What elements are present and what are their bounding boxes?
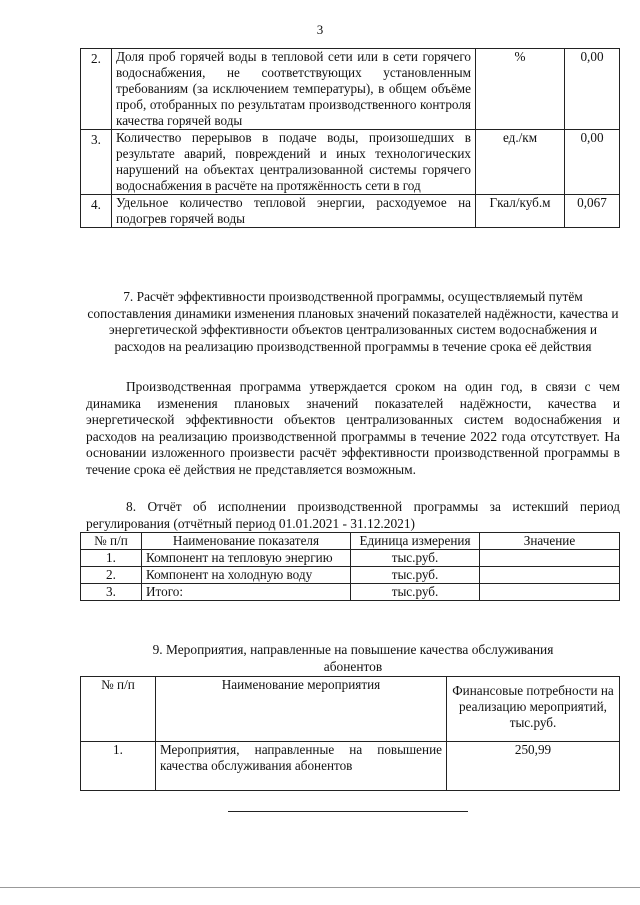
row-unit: тыс.руб. [351, 550, 480, 567]
row-number: 2. [81, 567, 142, 584]
row-number: 1. [81, 550, 142, 567]
table-row [81, 550, 620, 567]
indicator-unit: Гкал/куб.м [476, 195, 565, 228]
row-value [480, 567, 620, 584]
section-9-title: 9. Мероприятия, направленные на повышение качества обслуживания абонентов [152, 642, 554, 674]
table-header-row [81, 533, 620, 550]
table-row [81, 195, 620, 228]
indicator-unit: % [476, 49, 565, 130]
row-number: 4. [81, 195, 112, 228]
indicator-unit: ед./км [476, 130, 565, 195]
table-row [81, 742, 620, 791]
header-finance: Финансовые потребности на реализацию мероприятий, тыс.руб. [447, 677, 620, 742]
table-row [81, 584, 620, 601]
indicators-table [80, 48, 620, 228]
section-7-paragraph: Производственная программа утверждается сроком на один год, в связи с чем динамика изменения плановых значений показателей надёжности, качества и энергетической эффективности объектов централизованных систем водоснабжения и расходов на реализацию производственной программы в течение 2022 года отсутствует. На основании изложенного произвести расчёт эффективности производственной программы в течение срока её действия не представляется возможным. [86, 379, 620, 477]
row-number: 3. [81, 584, 142, 601]
row-unit: тыс.руб. [351, 584, 480, 601]
report-table [80, 532, 620, 601]
header-num: № п/п [81, 677, 156, 742]
row-finance: 250,99 [447, 742, 620, 791]
row-name: Мероприятия, направленные на повышение качества обслуживания абонентов [156, 742, 447, 791]
table-row [81, 130, 620, 195]
indicator-value: 0,00 [565, 49, 620, 130]
header-name: Наименование показателя [142, 533, 351, 550]
section-8-title: 8. Отчёт об исполнении производственной программы за истекший период регулирования (отчётный период 01.01.2021 - 31.12.2021) [86, 499, 620, 531]
indicator-text: Доля проб горячей воды в тепловой сети или в сети горячего водоснабжения, не соответствующих установленным требованиям (за исключением температуры), в общем объёме проб, отобранных по результатам производственного контроля качества горячей воды [112, 49, 476, 130]
table-header-row [81, 677, 620, 742]
row-value [480, 584, 620, 601]
row-name: Компонент на тепловую энергию [142, 550, 351, 567]
indicator-value: 0,00 [565, 130, 620, 195]
row-unit: тыс.руб. [351, 567, 480, 584]
measures-table [80, 676, 620, 791]
closing-rule [228, 811, 468, 812]
row-number: 1. [81, 742, 156, 791]
indicator-text: Удельное количество тепловой энергии, расходуемое на подогрев горячей воды [112, 195, 476, 228]
page-bottom-rule [0, 887, 640, 888]
page-number: 3 [316, 22, 324, 37]
section-7-title: 7. Расчёт эффективности производственной программы, осуществляемый путём сопоставления динамики изменения плановых значений показателей надёжности, качества и энергетической эффективности объектов централизованных систем водоснабжения и расходов на реализацию производственной программы в течение срока её действия [87, 289, 619, 354]
row-name: Итого: [142, 584, 351, 601]
row-value [480, 550, 620, 567]
header-num: № п/п [81, 533, 142, 550]
table-row [81, 49, 620, 130]
indicator-text: Количество перерывов в подаче воды, произошедших в результате аварий, повреждений и иных технологических нарушений на объектах централизованной системы горячего водоснабжения в расчёте на протяжённость сети в год [112, 130, 476, 195]
table-row [81, 567, 620, 584]
row-number: 3. [81, 130, 112, 195]
header-unit: Единица измерения [351, 533, 480, 550]
row-number: 2. [81, 49, 112, 130]
header-name: Наименование мероприятия [156, 677, 447, 742]
header-value: Значение [480, 533, 620, 550]
row-name: Компонент на холодную воду [142, 567, 351, 584]
indicator-value: 0,067 [565, 195, 620, 228]
